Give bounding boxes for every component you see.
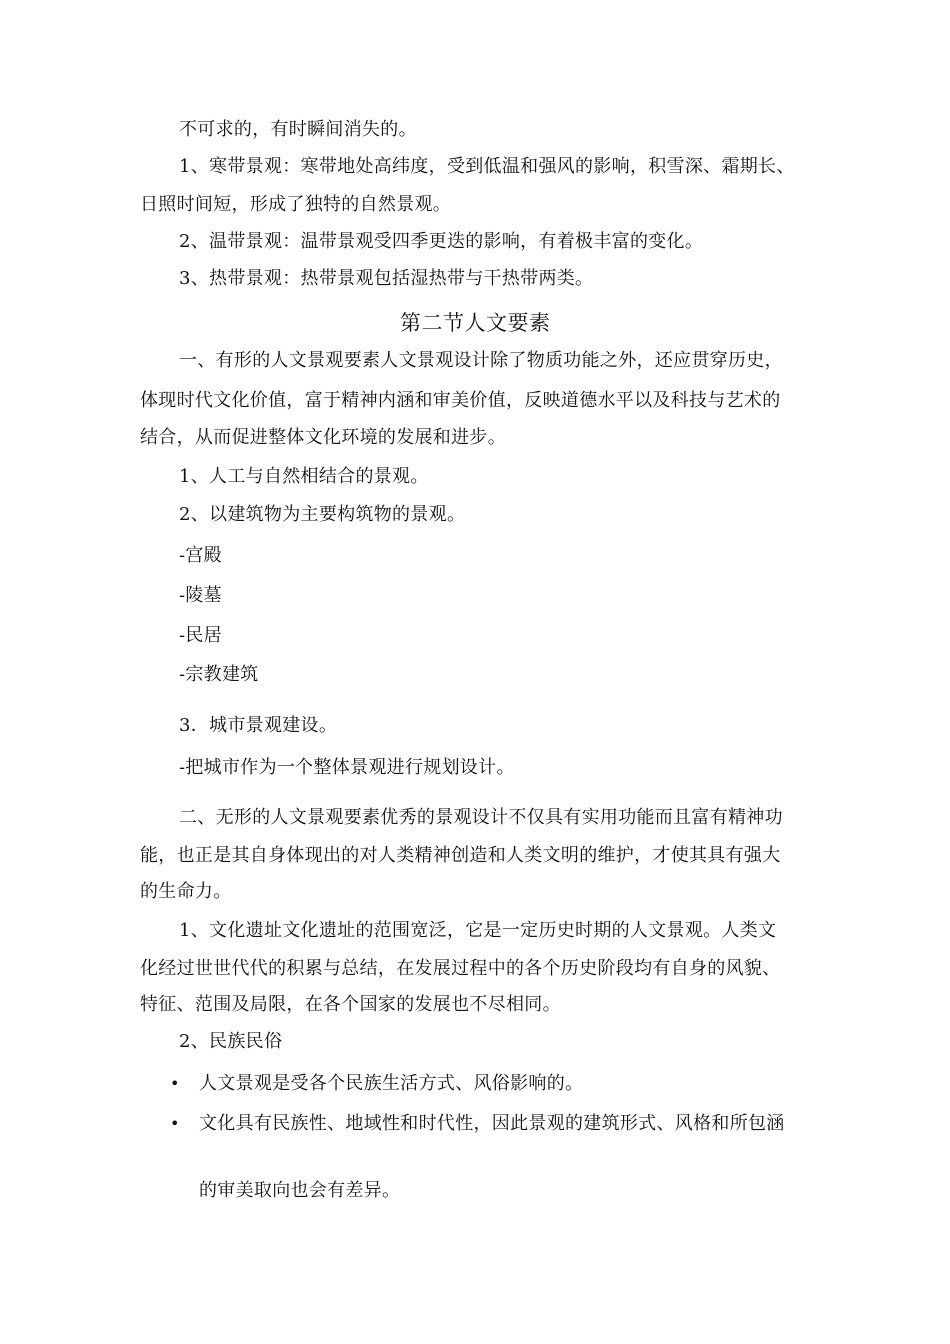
- list-item: -宗教建筑: [179, 664, 259, 685]
- paragraph-text: 特征、范围及局限，在各个国家的发展也不尽相同。: [140, 994, 561, 1015]
- paragraph-text: 二、无形的人文景观要素优秀的景观设计不仅具有实用功能而且富有精神功: [179, 807, 783, 828]
- paragraph-text: 能，也正是其自身体现出的对人类精神创造和人类文明的维护，才使其具有强大: [140, 845, 781, 866]
- list-item: -把城市作为一个整体景观进行规划设计。: [179, 757, 515, 778]
- paragraph-text: 2、以建筑物为主要构筑物的景观。: [179, 504, 466, 525]
- paragraph-text: 不可求的，有时瞬间消失的。: [179, 119, 417, 140]
- paragraph-text: 2、民族民俗: [179, 1031, 283, 1052]
- bullet-item-text: 文化具有民族性、地域性和时代性，因此景观的建筑形式、风格和所包涵: [199, 1113, 785, 1134]
- paragraph-text: 一、有形的人文景观要素人文景观设计除了物质功能之外，还应贯穿历史，: [179, 350, 783, 371]
- paragraph-text: 1、人工与自然相结合的景观。: [179, 466, 429, 487]
- paragraph-text: 1、寒带景观：寒带地处高纬度，受到低温和强风的影响，积雪深、霜期长、: [179, 156, 795, 177]
- paragraph-text: 3．城市景观建设。: [179, 715, 338, 736]
- paragraph-text: 2、温带景观：温带景观受四季更迭的影响，有着极丰富的变化。: [179, 231, 704, 252]
- paragraph-text: 日照时间短，形成了独特的自然景观。: [140, 194, 452, 215]
- paragraph-text: 的生命力。: [140, 881, 232, 902]
- bullet-icon: •: [170, 1074, 180, 1093]
- bullet-item-text: 的审美取向也会有差异。: [199, 1180, 401, 1201]
- paragraph-text: 结合，从而促进整体文化环境的发展和进步。: [140, 427, 506, 448]
- paragraph-text: 化经过世世代代的积累与总结，在发展过程中的各个历史阶段均有自身的风貌、: [140, 958, 781, 979]
- paragraph-text: 3、热带景观：热带景观包括湿热带与干热带两类。: [179, 268, 594, 289]
- list-item: -陵墓: [179, 585, 222, 606]
- bullet-item-text: 人文景观是受各个民族生活方式、风俗影响的。: [199, 1073, 584, 1094]
- paragraph-text: 1、文化遗址文化遗址的范围宽泛，它是一定历史时期的人文景观。人类文: [179, 920, 777, 941]
- paragraph-text: 体现时代文化价值，富于精神内涵和审美价值，反映道德水平以及科技与艺术的: [140, 390, 781, 411]
- section-heading: 第二节人文要素: [400, 311, 551, 335]
- list-item: -民居: [179, 625, 222, 646]
- list-item: -宫殿: [179, 545, 222, 566]
- bullet-icon: •: [170, 1114, 180, 1133]
